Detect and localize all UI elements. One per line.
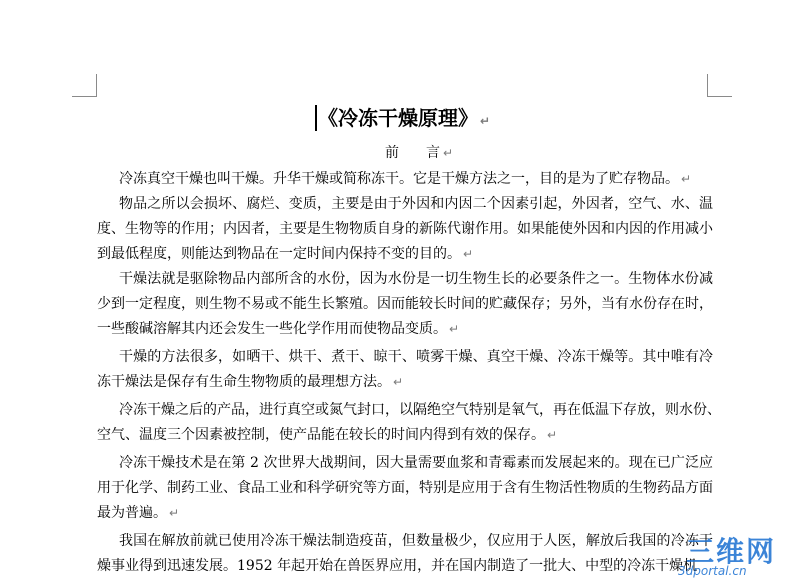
line-text: 用于化学、制药工业、食品工业和科学研究等方面，特别是应用于含有生物活性物质的生物药品方面 <box>97 480 713 496</box>
document-line[interactable] <box>97 557 713 575</box>
watermark-main-text: 三维网 <box>686 535 777 568</box>
line-text: 物品之所以会损坏、腐烂、变质，主要是由于外因和内因二个因素引起，外因者，空气、水、温 <box>119 196 713 212</box>
line-text: 冷冻真空干燥也叫干燥。升华干燥或简称冻干。它是干燥方法之一，目的是为了贮存物品。 <box>119 171 679 187</box>
paragraph-mark-icon: ↵ <box>443 146 455 160</box>
paragraph-mark-icon: ↵ <box>681 172 692 186</box>
line-text: 最为普遍。 <box>97 505 167 521</box>
document-line[interactable] <box>97 195 713 213</box>
site-watermark-logo <box>676 530 792 584</box>
crop-mark-top-right <box>707 74 732 97</box>
text-cursor <box>315 105 317 131</box>
document-line[interactable] <box>97 220 713 238</box>
watermark-sub-text: 3dportal.cn <box>678 564 747 578</box>
document-line[interactable] <box>97 479 713 497</box>
document-line[interactable] <box>97 170 713 188</box>
line-text: 度、生物等的作用；内因者，主要是生物物质自身的新陈代谢作用。如果能使外因和内因的作用减小 <box>97 221 713 237</box>
paragraph-mark-icon: ↵ <box>480 114 491 128</box>
section-heading[interactable] <box>385 144 454 162</box>
line-text: 冷冻干燥技术是在第 2 次世界大战期间，因大量需要血浆和青霉素而发展起来的。现在已广泛应 <box>119 455 713 471</box>
document-line[interactable] <box>97 270 713 288</box>
document-title[interactable] <box>318 104 698 135</box>
paragraph-mark-icon: ↵ <box>169 506 180 520</box>
section-heading-left: 前 <box>385 145 400 161</box>
paragraph-mark-icon: ↵ <box>547 428 558 442</box>
document-line[interactable] <box>97 532 713 550</box>
document-line[interactable] <box>97 426 713 444</box>
paragraph-mark-icon: ↵ <box>393 375 404 389</box>
line-text: 燥事业得到迅速发展。1952 年起开始在兽医界应用，并在国内制造了一批大、中型的冷冻干燥机 <box>97 558 698 574</box>
document-line[interactable] <box>97 504 713 522</box>
line-text: 冻干燥法是保存有生命生物物质的最理想方法。 <box>97 374 391 390</box>
document-line[interactable] <box>97 320 713 338</box>
document-line[interactable] <box>97 401 721 419</box>
line-text: 干燥的方法很多，如晒干、烘干、煮干、晾干、喷雾干燥、真空干燥、冷冻干燥等。其中唯有冷 <box>119 349 713 365</box>
line-text: 少到一定程度，则生物不易或不能生长繁殖。因而能较长时间的贮藏保存；另外，当有水份存在时， <box>97 296 713 312</box>
section-heading-right: 言 <box>426 145 441 161</box>
line-text: 到最低程度，则能达到物品在一定时间内保持不变的目的。 <box>97 246 461 262</box>
title-text: 《冷冻干燥原理》 <box>318 106 478 130</box>
document-line[interactable] <box>97 454 713 472</box>
document-line[interactable] <box>97 245 713 263</box>
crop-mark-top-left <box>72 74 97 97</box>
line-text: 一些酸碱溶解其内还会发生一些化学作用而使物品变质。 <box>97 321 447 337</box>
document-line[interactable] <box>97 373 713 391</box>
paragraph-mark-icon: ↵ <box>463 247 474 261</box>
line-text: 冷冻干燥之后的产品，进行真空或氮气封口，以隔绝空气特别是氧气，再在低温下存放，则水份、 <box>119 402 721 418</box>
line-text: 我国在解放前就已使用冷冻干燥法制造疫苗，但数量极少，仅应用于人医，解放后我国的冷冻干 <box>119 533 713 549</box>
line-text: 干燥法就是驱除物品内部所含的水份，因为水份是一切生物生长的必要条件之一。生物体水份减 <box>119 271 713 287</box>
line-text: 空气、温度三个因素被控制，使产品能在较长的时间内得到有效的保存。 <box>97 427 545 443</box>
document-line[interactable] <box>97 295 713 313</box>
paragraph-mark-icon: ↵ <box>449 322 460 336</box>
document-line[interactable] <box>97 348 713 366</box>
